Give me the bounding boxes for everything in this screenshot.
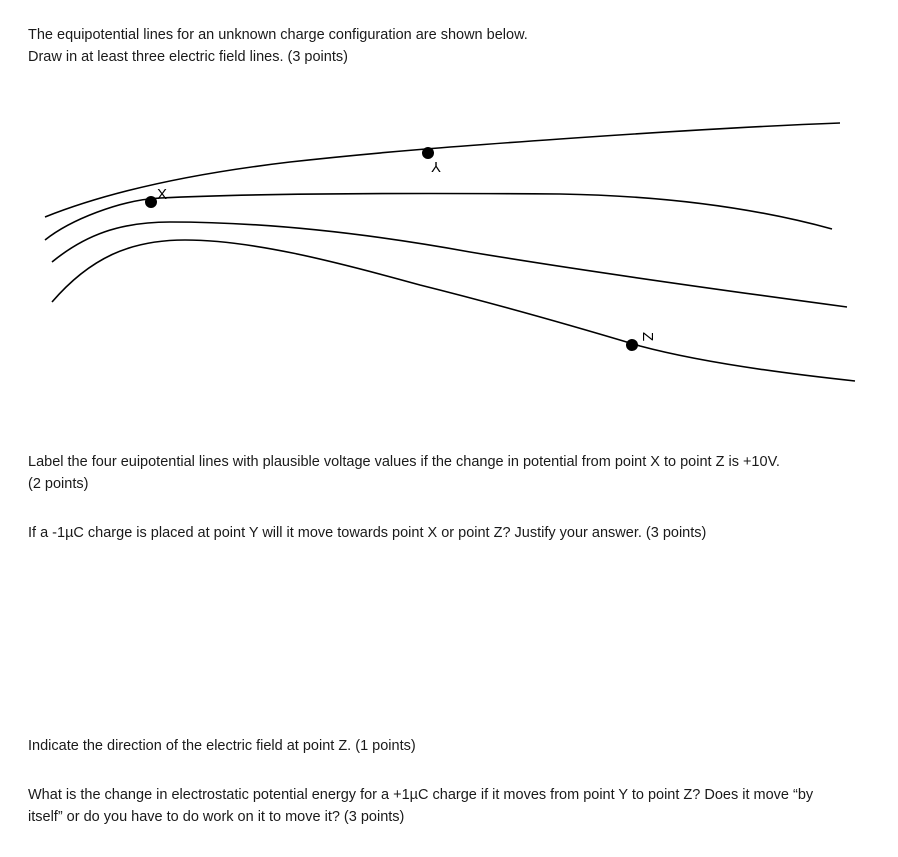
question-label-lines-line-1: Label the four euipotential lines with plausible voltage values if the change in potential from point X to point Z is +10V. [28, 454, 780, 470]
question-label-lines [28, 451, 780, 495]
point-z-label: Z [639, 332, 656, 342]
question-field-direction-line-1: Indicate the direction of the electric field at point Z. (1 points) [28, 738, 416, 754]
point-z-marker [626, 339, 638, 351]
question-charge-at-y-line-1: If a -1µC charge is placed at point Y will it move towards point X or point Z? Justify your answer. (3 points) [28, 525, 707, 541]
instructions-line-2: Draw in at least three electric field lines. (3 points) [28, 49, 348, 65]
point-x-marker [145, 196, 157, 208]
question-label-lines-line-2: (2 points) [28, 476, 89, 492]
point-y-label: Y [430, 158, 441, 175]
question-potential-energy-line-2: itself” or do you have to do work on it to move it? (3 points) [28, 809, 405, 825]
question-potential-energy [28, 784, 813, 828]
point-y-marker [422, 147, 434, 159]
equipotential-line-3 [52, 222, 847, 307]
question-charge-at-y [28, 522, 706, 544]
question-potential-energy-line-1: What is the change in electrostatic potential energy for a +1µC charge if it moves from point Y to point Z? Does it move “by [28, 787, 814, 803]
point-x-label: X [157, 186, 168, 203]
equipotential-line-4 [52, 240, 855, 381]
instructions-line-1: The equipotential lines for an unknown charge configuration are shown below. [28, 27, 528, 43]
question-field-direction [28, 735, 416, 757]
